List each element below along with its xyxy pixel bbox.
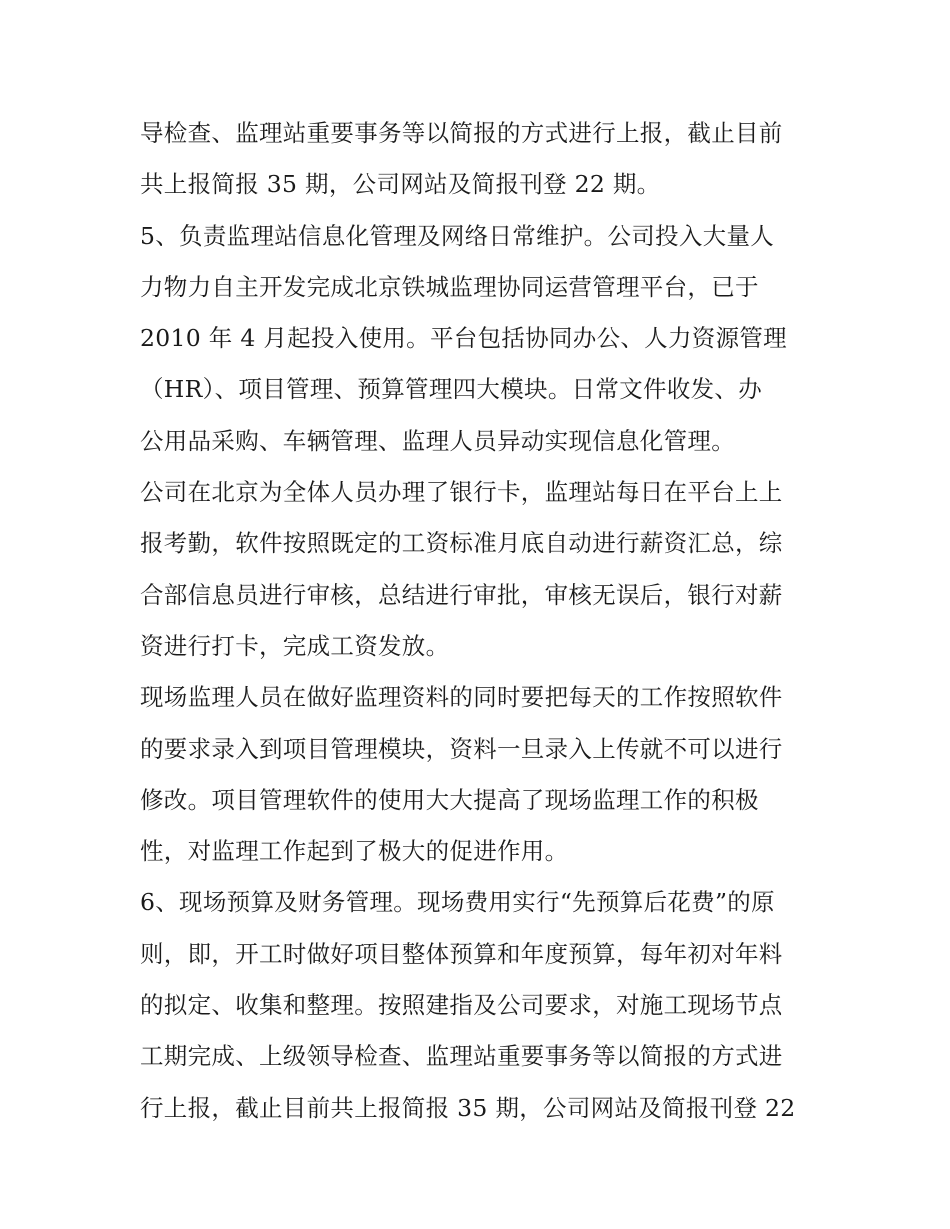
text-line: 2010 年 4 月起投入使用。平台包括协同办公、人力资源管理 bbox=[140, 324, 787, 353]
text-line: 公用品采购、车辆管理、监理人员异动实现信息化管理。 bbox=[140, 426, 735, 455]
text-line: 则，即，开工时做好项目整体预算和年度预算，每年初对年料 bbox=[140, 939, 783, 968]
text-line: 的要求录入到项目管理模块，资料一旦录入上传就不可以进行 bbox=[140, 734, 783, 763]
text-line: 5、负责监理站信息化管理及网络日常维护。公司投入大量人 bbox=[140, 221, 775, 250]
text-line: （HR）、项目管理、预算管理四大模块。日常文件收发、办 bbox=[140, 375, 763, 404]
document-body bbox=[140, 108, 820, 1134]
text-line: 报考勤，软件按照既定的工资标准月底自动进行薪资汇总，综 bbox=[140, 529, 783, 558]
text-line: 力物力自主开发完成北京铁城监理协同运营管理平台，已于 bbox=[140, 272, 759, 301]
text-line: 资进行打卡，完成工资发放。 bbox=[140, 631, 450, 660]
text-line: 行上报，截止目前共上报简报 35 期，公司网站及简报刊登 22 bbox=[140, 1093, 796, 1122]
text-line: 公司在北京为全体人员办理了银行卡，监理站每日在平台上上 bbox=[140, 478, 783, 507]
text-line: 合部信息员进行审核，总结进行审批，审核无误后，银行对薪 bbox=[140, 580, 783, 609]
text-line: 性，对监理工作起到了极大的促进作用。 bbox=[140, 837, 569, 866]
text-line: 的拟定、收集和整理。按照建指及公司要求，对施工现场节点 bbox=[140, 991, 783, 1020]
text-line: 6、现场预算及财务管理。现场费用实行“先预算后花费”的原 bbox=[140, 888, 775, 917]
text-line: 导检查、监理站重要事务等以简报的方式进行上报，截止目前 bbox=[140, 119, 783, 147]
text-line: 修改。项目管理软件的使用大大提高了现场监理工作的积极 bbox=[140, 785, 759, 814]
text-line: 共上报简报 35 期，公司网站及简报刊登 22 期。 bbox=[140, 170, 661, 199]
text-line: 工期完成、上级领导检查、监理站重要事务等以简报的方式进 bbox=[140, 1042, 783, 1071]
text-line: 现场监理人员在做好监理资料的同时要把每天的工作按照软件 bbox=[140, 683, 783, 712]
